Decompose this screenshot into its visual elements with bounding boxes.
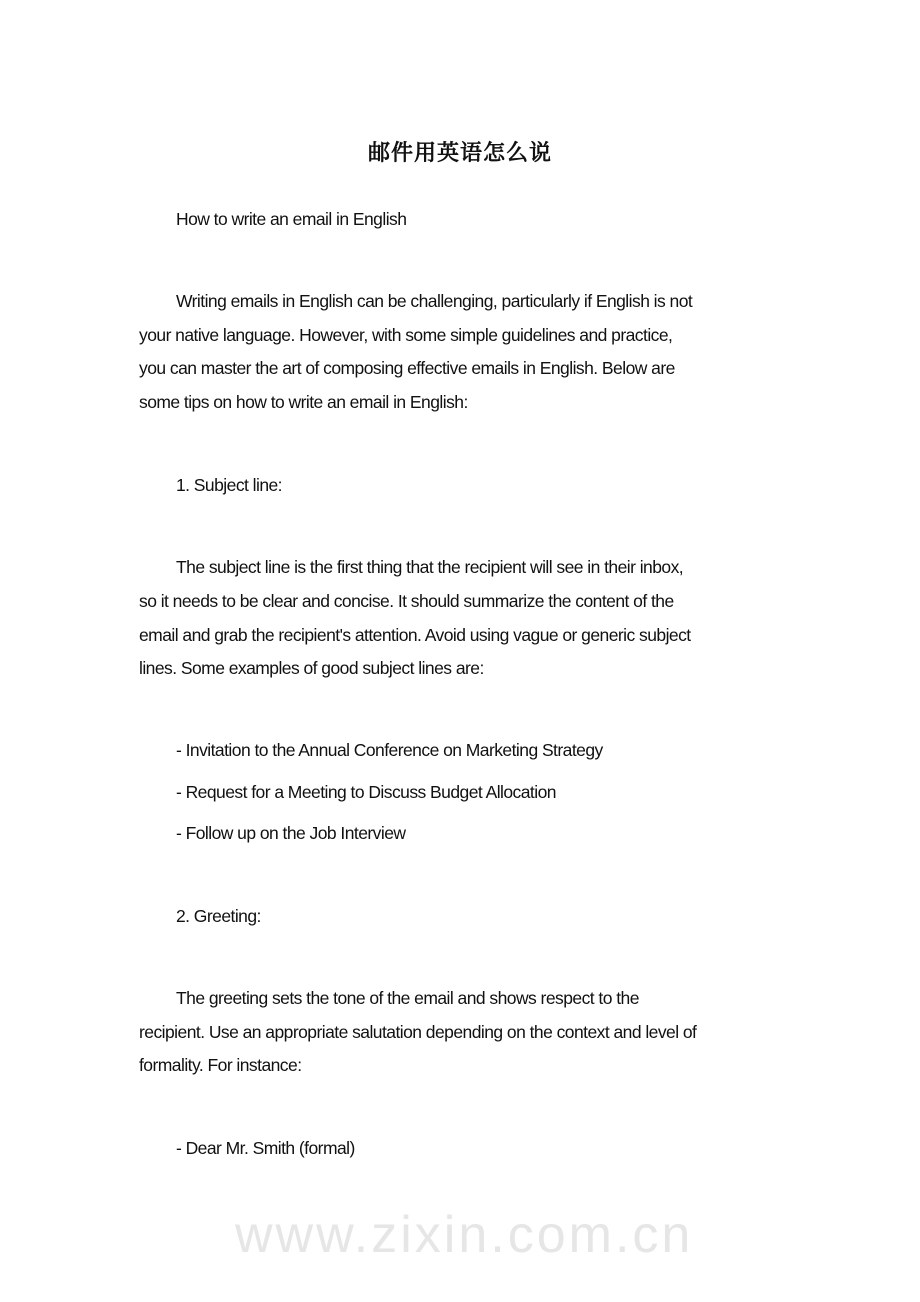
paragraph-line: you can master the art of composing effective emails in English. Below are [139,358,675,378]
paragraph-line: your native language. However, with some simple guidelines and practice, [139,325,673,345]
subtitle: How to write an email in English [176,209,407,229]
paragraph-line: Writing emails in English can be challenging, particularly if English is not [176,291,693,311]
section-heading: 1. Subject line: [176,475,282,495]
paragraph-line: so it needs to be clear and concise. It should summarize the content of the [139,591,674,611]
paragraph-line: formality. For instance: [139,1055,302,1075]
paragraph-line: recipient. Use an appropriate salutation depending on the context and level of [139,1022,697,1042]
paragraph-line: some tips on how to write an email in English: [139,392,468,412]
watermark: www.zixin.com.cn [235,1206,694,1264]
paragraph-line: email and grab the recipient's attention. Avoid using vague or generic subject [139,625,691,645]
list-item: - Request for a Meeting to Discuss Budget Allocation [176,782,556,802]
section-heading: 2. Greeting: [176,906,261,926]
paragraph-line: lines. Some examples of good subject lines are: [139,658,484,678]
paragraph-line: The subject line is the first thing that the recipient will see in their inbox, [176,557,684,577]
list-item: - Dear Mr. Smith (formal) [176,1138,355,1158]
list-item: - Follow up on the Job Interview [176,823,406,843]
paragraph-line: The greeting sets the tone of the email and shows respect to the [176,988,639,1008]
document-title: 邮件用英语怎么说 [367,141,552,166]
list-item: - Invitation to the Annual Conference on Marketing Strategy [176,740,603,760]
